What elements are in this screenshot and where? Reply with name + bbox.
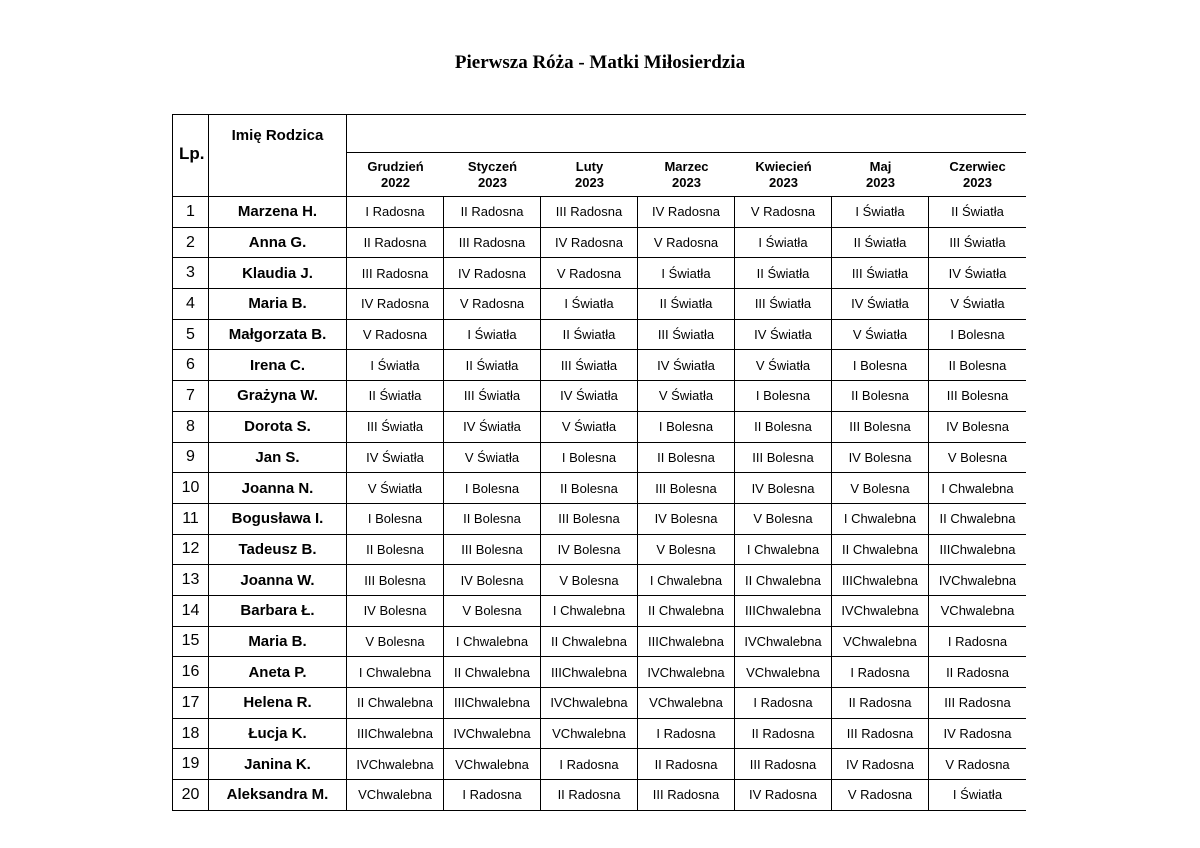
parent-name: Dorota S. <box>209 412 347 443</box>
mystery-cell: I Bolesna <box>929 320 1026 351</box>
mystery-cell: I Bolesna <box>638 412 735 443</box>
parent-name: Helena R. <box>209 688 347 719</box>
month-header <box>444 153 541 197</box>
mystery-cell: I Światła <box>832 197 929 228</box>
parent-name: Tadeusz B. <box>209 535 347 566</box>
mystery-cell: III Radosna <box>832 719 929 750</box>
mystery-cell: IV Światła <box>444 412 541 443</box>
mystery-cell: V Bolesna <box>735 504 832 535</box>
mystery-cell: II Radosna <box>638 749 735 780</box>
mystery-cell: VChwalebna <box>929 596 1026 627</box>
mystery-cell: VChwalebna <box>444 749 541 780</box>
parent-name: Aleksandra M. <box>209 780 347 811</box>
mystery-cell: II Bolesna <box>541 473 638 504</box>
mystery-cell: IVChwalebna <box>444 719 541 750</box>
mystery-cell: IVChwalebna <box>929 565 1026 596</box>
month-name: Marzec <box>664 158 709 174</box>
mystery-cell: IIIChwalebna <box>541 657 638 688</box>
mystery-cell: IV Bolesna <box>832 443 929 474</box>
name-column-header: Imię Rodzica <box>209 114 347 197</box>
mystery-cell: IV Radosna <box>444 258 541 289</box>
month-year: 2023 <box>866 174 895 190</box>
mystery-cell: IV Radosna <box>638 197 735 228</box>
parent-name: Barbara Ł. <box>209 596 347 627</box>
row-number: 18 <box>172 719 209 750</box>
row-number: 13 <box>172 565 209 596</box>
mystery-cell: III Bolesna <box>541 504 638 535</box>
mystery-cell: IV Bolesna <box>444 565 541 596</box>
mystery-cell: II Radosna <box>541 780 638 811</box>
mystery-cell: V Światła <box>638 381 735 412</box>
mystery-cell: V Światła <box>832 320 929 351</box>
mystery-cell: III Radosna <box>638 780 735 811</box>
mystery-cell: II Światła <box>444 350 541 381</box>
mystery-cell: I Radosna <box>444 780 541 811</box>
parent-name: Maria B. <box>209 289 347 320</box>
mystery-cell: II Radosna <box>929 657 1026 688</box>
mystery-cell: II Chwalebna <box>541 627 638 658</box>
mystery-cell: I Radosna <box>735 688 832 719</box>
mystery-cell: V Radosna <box>638 228 735 259</box>
mystery-cell: III Światła <box>638 320 735 351</box>
mystery-cell: VChwalebna <box>832 627 929 658</box>
mystery-cell: IV Światła <box>638 350 735 381</box>
mystery-cell: IV Światła <box>832 289 929 320</box>
lp-column-header: Lp. <box>172 114 209 197</box>
parent-name: Jan S. <box>209 443 347 474</box>
month-name: Kwiecień <box>755 158 812 174</box>
mystery-cell: I Światła <box>638 258 735 289</box>
row-number: 19 <box>172 749 209 780</box>
mystery-cell: IV Światła <box>347 443 444 474</box>
mystery-cell: IVChwalebna <box>832 596 929 627</box>
parent-name: Bogusława I. <box>209 504 347 535</box>
mystery-cell: IIIChwalebna <box>735 596 832 627</box>
mystery-cell: II Chwalebna <box>929 504 1026 535</box>
mystery-cell: VChwalebna <box>541 719 638 750</box>
mystery-cell: II Światła <box>832 228 929 259</box>
mystery-cell: I Radosna <box>347 197 444 228</box>
mystery-cell: V Światła <box>444 443 541 474</box>
row-number: 15 <box>172 627 209 658</box>
month-header <box>832 153 929 197</box>
month-header <box>541 153 638 197</box>
mystery-cell: II Światła <box>638 289 735 320</box>
mystery-cell: III Światła <box>735 289 832 320</box>
row-number: 12 <box>172 535 209 566</box>
mystery-cell: I Chwalebna <box>444 627 541 658</box>
mystery-cell: VChwalebna <box>347 780 444 811</box>
mystery-cell: III Bolesna <box>929 381 1026 412</box>
row-number: 11 <box>172 504 209 535</box>
month-year: 2023 <box>575 174 604 190</box>
mystery-cell: IIIChwalebna <box>347 719 444 750</box>
mystery-cell: I Światła <box>735 228 832 259</box>
month-name: Styczeń <box>467 158 518 174</box>
parent-name: Grażyna W. <box>209 381 347 412</box>
mystery-cell: III Światła <box>541 350 638 381</box>
mystery-cell: V Radosna <box>347 320 444 351</box>
mystery-cell: III Radosna <box>444 228 541 259</box>
row-number: 9 <box>172 443 209 474</box>
mystery-cell: II Światła <box>347 381 444 412</box>
parent-name: Anna G. <box>209 228 347 259</box>
mystery-cell: V Radosna <box>832 780 929 811</box>
parent-name: Joanna N. <box>209 473 347 504</box>
mystery-cell: IV Bolesna <box>347 596 444 627</box>
mystery-cell: IIIChwalebna <box>638 627 735 658</box>
mystery-cell: III Bolesna <box>347 565 444 596</box>
row-number: 5 <box>172 320 209 351</box>
mystery-cell: III Bolesna <box>735 443 832 474</box>
mystery-cell: I Światła <box>541 289 638 320</box>
row-number: 1 <box>172 197 209 228</box>
mystery-cell: I Bolesna <box>444 473 541 504</box>
mystery-cell: I Radosna <box>541 749 638 780</box>
mystery-cell: II Bolesna <box>638 443 735 474</box>
mystery-cell: II Chwalebna <box>638 596 735 627</box>
mystery-cell: III Radosna <box>347 258 444 289</box>
mystery-cell: II Radosna <box>444 197 541 228</box>
month-name: Czerwiec <box>949 158 1006 174</box>
row-number: 3 <box>172 258 209 289</box>
row-number: 2 <box>172 228 209 259</box>
mystery-cell: I Chwalebna <box>638 565 735 596</box>
mystery-cell: I Bolesna <box>735 381 832 412</box>
mystery-cell: V Światła <box>929 289 1026 320</box>
row-number: 4 <box>172 289 209 320</box>
page-title: Pierwsza Róża - Matki Miłosierdzia <box>454 52 746 73</box>
mystery-cell: I Radosna <box>638 719 735 750</box>
mystery-cell: VChwalebna <box>638 688 735 719</box>
mystery-cell: II Bolesna <box>444 504 541 535</box>
parent-name: Łucja K. <box>209 719 347 750</box>
parent-name: Joanna W. <box>209 565 347 596</box>
parent-name: Klaudia J. <box>209 258 347 289</box>
mystery-cell: IV Bolesna <box>638 504 735 535</box>
mystery-cell: II Chwalebna <box>832 535 929 566</box>
parent-name: Marzena H. <box>209 197 347 228</box>
mystery-cell: V Światła <box>347 473 444 504</box>
mystery-cell: IV Światła <box>735 320 832 351</box>
month-year: 2023 <box>769 174 798 190</box>
mystery-cell: V Bolesna <box>541 565 638 596</box>
mystery-cell: IIIChwalebna <box>444 688 541 719</box>
row-number: 16 <box>172 657 209 688</box>
mystery-cell: I Chwalebna <box>929 473 1026 504</box>
mystery-cell: IVChwalebna <box>638 657 735 688</box>
mystery-cell: III Światła <box>832 258 929 289</box>
month-year: 2023 <box>672 174 701 190</box>
mystery-cell: II Chwalebna <box>347 688 444 719</box>
mystery-cell: V Światła <box>735 350 832 381</box>
mystery-cell: I Chwalebna <box>735 535 832 566</box>
mystery-cell: I Radosna <box>929 627 1026 658</box>
mystery-cell: IV Radosna <box>832 749 929 780</box>
row-number: 8 <box>172 412 209 443</box>
month-year: 2023 <box>478 174 507 190</box>
mystery-cell: II Radosna <box>735 719 832 750</box>
month-year: 2022 <box>381 174 410 190</box>
mystery-cell: V Bolesna <box>347 627 444 658</box>
month-header <box>735 153 832 197</box>
month-header <box>347 153 444 197</box>
mystery-cell: I Światła <box>347 350 444 381</box>
mystery-cell: I Bolesna <box>347 504 444 535</box>
parent-name: Małgorzata B. <box>209 320 347 351</box>
mystery-cell: IV Bolesna <box>735 473 832 504</box>
parent-name: Maria B. <box>209 627 347 658</box>
mystery-cell: IV Radosna <box>541 228 638 259</box>
mystery-cell: IV Bolesna <box>929 412 1026 443</box>
mystery-cell: III Bolesna <box>444 535 541 566</box>
mystery-cell: II Bolesna <box>832 381 929 412</box>
row-number: 6 <box>172 350 209 381</box>
parent-name: Irena C. <box>209 350 347 381</box>
row-number: 7 <box>172 381 209 412</box>
mystery-cell: II Radosna <box>347 228 444 259</box>
mystery-cell: I Światła <box>444 320 541 351</box>
mystery-cell: V Radosna <box>929 749 1026 780</box>
mystery-cell: III Światła <box>347 412 444 443</box>
mystery-cell: V Bolesna <box>444 596 541 627</box>
mystery-cell: II Światła <box>541 320 638 351</box>
mystery-cell: I Chwalebna <box>541 596 638 627</box>
month-name: Luty <box>575 158 604 174</box>
mystery-cell: V Bolesna <box>832 473 929 504</box>
month-name: Maj <box>869 158 892 174</box>
mystery-cell: I Radosna <box>832 657 929 688</box>
mystery-cell: I Bolesna <box>832 350 929 381</box>
mystery-cell: III Bolesna <box>638 473 735 504</box>
mystery-cell: IV Bolesna <box>541 535 638 566</box>
row-number: 17 <box>172 688 209 719</box>
mystery-cell: IIIChwalebna <box>929 535 1026 566</box>
schedule-table <box>172 114 1026 811</box>
mystery-cell: II Chwalebna <box>735 565 832 596</box>
mystery-cell: III Radosna <box>929 688 1026 719</box>
mystery-cell: II Bolesna <box>347 535 444 566</box>
mystery-cell: VChwalebna <box>735 657 832 688</box>
mystery-cell: III Radosna <box>541 197 638 228</box>
mystery-cell: I Światła <box>929 780 1026 811</box>
month-year: 2023 <box>963 174 992 190</box>
mystery-cell: II Bolesna <box>735 412 832 443</box>
mystery-cell: IV Radosna <box>735 780 832 811</box>
mystery-cell: V Światła <box>541 412 638 443</box>
mystery-cell: III Światła <box>929 228 1026 259</box>
mystery-cell: IVChwalebna <box>347 749 444 780</box>
mystery-cell: III Światła <box>444 381 541 412</box>
months-header-band <box>347 114 1026 153</box>
mystery-cell: IV Radosna <box>929 719 1026 750</box>
month-header <box>929 153 1026 197</box>
mystery-cell: V Radosna <box>444 289 541 320</box>
mystery-cell: V Bolesna <box>638 535 735 566</box>
mystery-cell: V Radosna <box>541 258 638 289</box>
row-number: 14 <box>172 596 209 627</box>
row-number: 10 <box>172 473 209 504</box>
mystery-cell: II Radosna <box>832 688 929 719</box>
mystery-cell: IVChwalebna <box>735 627 832 658</box>
month-name: Grudzień <box>367 158 424 174</box>
parent-name: Aneta P. <box>209 657 347 688</box>
mystery-cell: I Chwalebna <box>832 504 929 535</box>
mystery-cell: II Światła <box>929 197 1026 228</box>
mystery-cell: II Bolesna <box>929 350 1026 381</box>
mystery-cell: V Bolesna <box>929 443 1026 474</box>
mystery-cell: IVChwalebna <box>541 688 638 719</box>
mystery-cell: II Światła <box>735 258 832 289</box>
row-number: 20 <box>172 780 209 811</box>
mystery-cell: IV Światła <box>929 258 1026 289</box>
mystery-cell: IV Radosna <box>347 289 444 320</box>
mystery-cell: III Bolesna <box>832 412 929 443</box>
mystery-cell: I Chwalebna <box>347 657 444 688</box>
mystery-cell: II Chwalebna <box>444 657 541 688</box>
month-header <box>638 153 735 197</box>
mystery-cell: IV Światła <box>541 381 638 412</box>
parent-name: Janina K. <box>209 749 347 780</box>
mystery-cell: V Radosna <box>735 197 832 228</box>
mystery-cell: III Radosna <box>735 749 832 780</box>
mystery-cell: IIIChwalebna <box>832 565 929 596</box>
mystery-cell: I Bolesna <box>541 443 638 474</box>
